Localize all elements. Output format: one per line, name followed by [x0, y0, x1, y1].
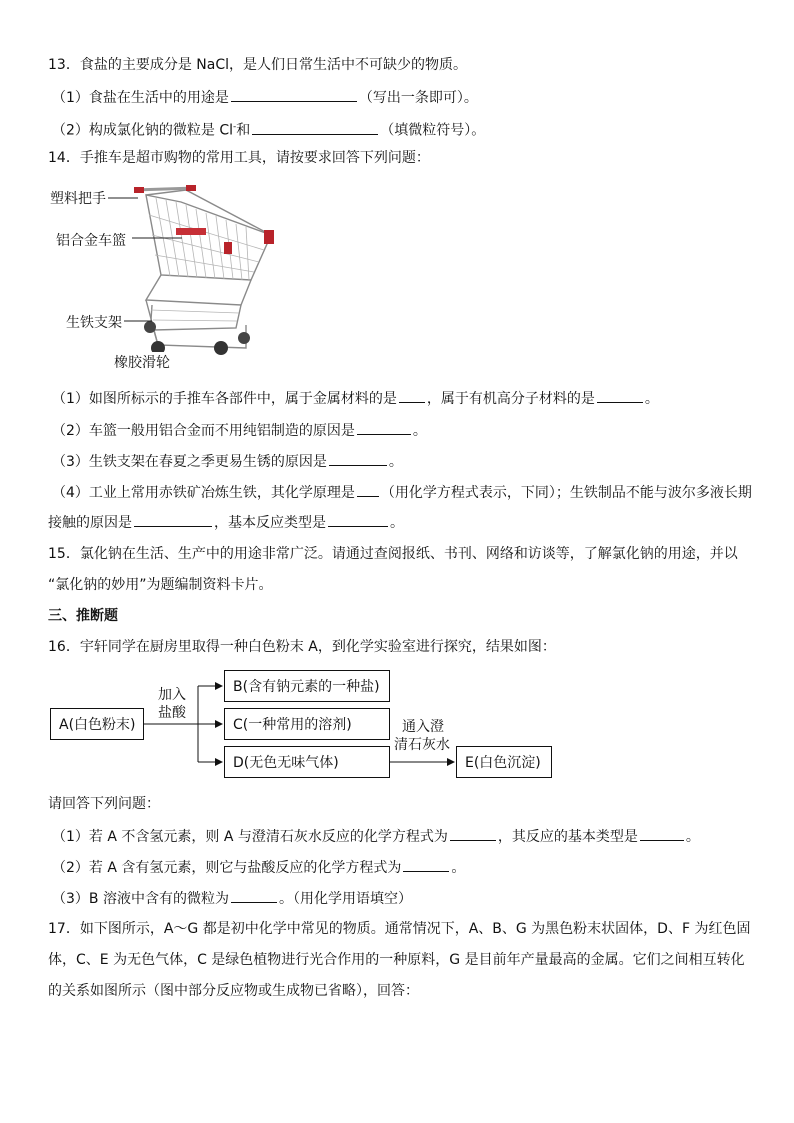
section-heading-inference: 三、推断题 [48, 608, 118, 624]
q15-line2: “氯化钠的妙用”为题编制资料卡片。 [48, 577, 273, 593]
q14-p3-text-b: 。 [388, 454, 403, 470]
q16-p1-text-a: （1）若 A 不含氢元素，则 A 与澄清石灰水反应的化学方程式为 [52, 829, 448, 845]
leader-line-bracket [124, 318, 152, 324]
q13-p2-text-b: 和 [236, 122, 251, 139]
leader-line-basket [132, 236, 182, 240]
shopping-cart-illustration [46, 180, 278, 370]
cart-label-bracket: 生铁支架 [66, 312, 122, 332]
q14-part4-line2 [48, 512, 404, 532]
box-b-sodium-salt: B(含有钠元素的一种盐) [224, 670, 390, 702]
q16-part1 [52, 826, 700, 846]
q14-p1-text-a: （1）如图所标示的手推车各部件中，属于金属材料的是 [52, 391, 397, 407]
q13-p2-text-c: （填微粒符号）。 [380, 122, 486, 139]
q14-stem: 14．手推车是超市购物的常用工具，请按要求回答下列问题： [48, 150, 430, 166]
q14-p2-text-b: 。 [412, 423, 427, 439]
q14-part1 [52, 388, 659, 408]
q17-line1: 17．如下图所示，A～G 都是初中化学中常见的物质。通常情况下，A、B、G 为黑色粉末状固体，D、F 为红色固 [48, 921, 751, 937]
q16-p1-text-b: ，其反应的基本类型是 [497, 829, 638, 845]
reagent-limewater-line2: 清石灰水 [394, 737, 450, 753]
q16-p1-text-c: 。 [685, 829, 700, 845]
q14-p4-blank-1[interactable] [357, 482, 379, 497]
q13-p2-blank[interactable] [252, 120, 378, 135]
q16-flow-diagram [48, 668, 568, 784]
shopping-cart-figure [46, 180, 278, 370]
q14-p3-text-a: （3）生铁支架在春夏之季更易生锈的原因是 [52, 454, 327, 470]
box-e-white-precipitate: E(白色沉淀) [456, 746, 552, 778]
q14-part4-line1 [52, 482, 752, 502]
box-d-gas: D(无色无味气体) [224, 746, 390, 778]
q14-part2 [52, 420, 427, 440]
reagent-limewater-line1: 通入澄 [402, 719, 444, 735]
q13-stem: 13．食盐的主要成分是 NaCl，是人们日常生活中不可缺少的物质。 [48, 57, 467, 73]
q14-p4-text-d: ，基本反应类型是 [214, 515, 326, 531]
q16-prompt: 请回答下列问题： [48, 796, 160, 812]
q16-p3-blank[interactable] [231, 888, 277, 903]
q16-p2-text-b: 。 [451, 860, 466, 876]
q14-p1-blank-1[interactable] [399, 388, 425, 403]
q16-p3-text-b: 。（用化学用语填空） [278, 891, 412, 907]
q14-part3 [52, 451, 403, 471]
q16-part2 [52, 857, 465, 877]
q13-p2-superscript: - [233, 122, 237, 132]
q17-line3: 的关系如图所示（图中部分反应物或生成物已省略），回答： [48, 983, 419, 999]
q15-line1: 15．氯化钠在生活、生产中的用途非常广泛。请通过查阅报纸、书刊、网络和访谈等，了解氯化钠的用途，并以 [48, 546, 738, 562]
q14-p4-blank-2[interactable] [134, 512, 212, 527]
q13-part2 [52, 118, 485, 140]
box-c-solvent: C(一种常用的溶剂) [224, 708, 390, 740]
q14-p4-text-e: 。 [390, 515, 404, 531]
q14-p1-blank-2[interactable] [597, 388, 643, 403]
cart-label-wheel: 橡胶滑轮 [114, 352, 170, 372]
cart-label-handle: 塑料把手 [50, 188, 106, 208]
q16-p2-text-a: （2）若 A 含有氢元素，则它与盐酸反应的化学方程式为 [52, 860, 402, 876]
q13-p1-text-b: （写出一条即可）。 [358, 90, 478, 106]
q14-p1-text-b: ，属于有机高分子材料的是 [426, 391, 595, 407]
q14-p4-text-c: 接触的原因是 [48, 515, 132, 531]
q16-p3-text-a: （3）B 溶液中含有的微粒为 [52, 891, 229, 907]
box-a-white-powder: A(白色粉末) [50, 708, 144, 740]
reagent-hcl-line1: 加入 [158, 687, 186, 703]
q14-p4-text-a: （4）工业上常用赤铁矿冶炼生铁，其化学原理是 [52, 485, 355, 501]
q14-p2-blank[interactable] [357, 420, 411, 435]
q16-p2-blank[interactable] [403, 857, 449, 872]
q13-p1-text-a: （1）食盐在生活中的用途是 [52, 90, 229, 106]
q17-line2: 体，C、E 为无色气体，C 是绿色植物进行光合作用的一种原料，G 是目前年产量最高的金属。它们之间相互转化 [48, 952, 745, 968]
q16-stem: 16．宇轩同学在厨房里取得一种白色粉末 A，到化学实验室进行探究，结果如图： [48, 639, 556, 655]
q16-part3 [52, 888, 412, 908]
q13-part1 [52, 87, 478, 107]
leader-line-handle [108, 196, 138, 200]
q14-p4-blank-3[interactable] [328, 512, 388, 527]
q14-p1-text-c: 。 [644, 391, 659, 407]
q14-p4-text-b: （用化学方程式表示，下同）；生铁制品不能与波尔多液长期 [380, 485, 752, 501]
q16-p1-blank-1[interactable] [450, 826, 496, 841]
q16-p1-blank-2[interactable] [640, 826, 684, 841]
reagent-hcl-line2: 盐酸 [158, 705, 186, 721]
q14-p2-text-a: （2）车篮一般用铝合金而不用纯铝制造的原因是 [52, 423, 355, 439]
q13-p2-text-a: （2）构成氯化钠的微粒是 Cl [52, 122, 234, 139]
q13-p1-blank[interactable] [231, 87, 357, 102]
cart-label-basket: 铝合金车篮 [56, 230, 126, 250]
q14-p3-blank[interactable] [329, 451, 387, 466]
